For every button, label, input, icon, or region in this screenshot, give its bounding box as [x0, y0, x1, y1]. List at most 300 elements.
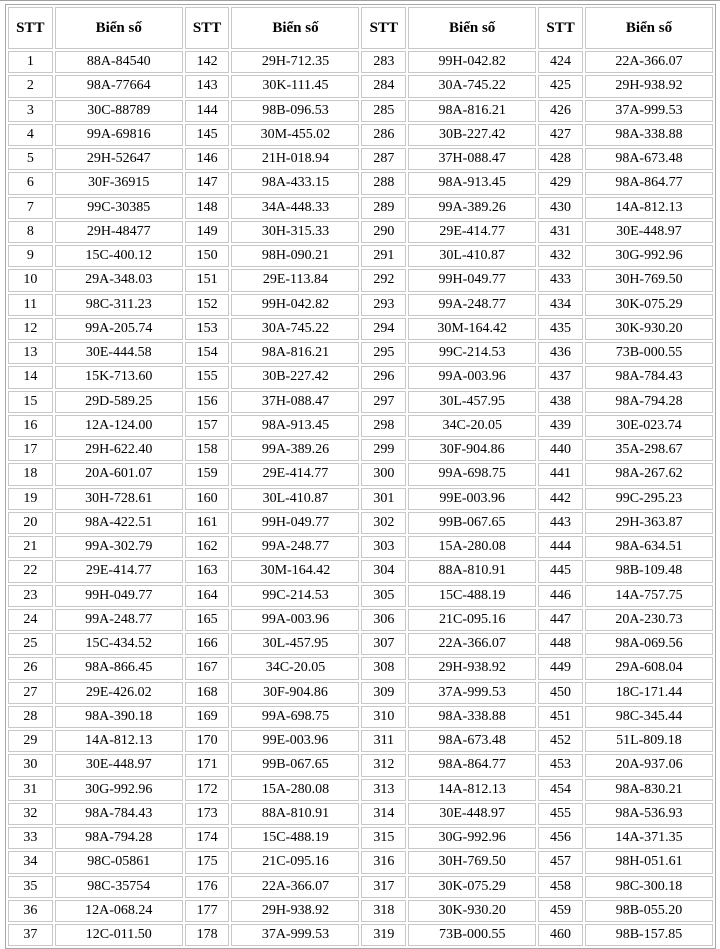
plate-number-cell: 98A-830.21: [585, 779, 713, 801]
plate-number-cell: 35A-298.67: [585, 439, 713, 461]
plate-number-cell: 98H-051.61: [585, 851, 713, 873]
plate-number-cell: 29E-113.84: [231, 269, 359, 291]
plate-number-cell: 21C-095.16: [231, 851, 359, 873]
stt-cell: 298: [361, 415, 406, 437]
stt-cell: 174: [185, 827, 230, 849]
stt-cell: 293: [361, 294, 406, 316]
plate-number-cell: 37H-088.47: [231, 391, 359, 413]
plate-number-cell: 30A-745.22: [231, 318, 359, 340]
stt-cell: 2: [8, 75, 53, 97]
plate-number-cell: 99E-003.96: [231, 730, 359, 752]
plate-number-cell: 29A-348.03: [55, 269, 183, 291]
stt-cell: 24: [8, 609, 53, 631]
plate-number-cell: 98A-816.21: [408, 100, 536, 122]
stt-cell: 175: [185, 851, 230, 873]
stt-cell: 431: [538, 221, 583, 243]
plate-number-cell: 98C-05861: [55, 851, 183, 873]
plate-number-cell: 30H-769.50: [585, 269, 713, 291]
table-row: [8, 803, 713, 825]
stt-cell: 22: [8, 560, 53, 582]
stt-cell: 425: [538, 75, 583, 97]
stt-cell: 18: [8, 463, 53, 485]
table-row: [8, 197, 713, 219]
stt-cell: 32: [8, 803, 53, 825]
plate-number-cell: 99A-248.77: [55, 609, 183, 631]
stt-cell: 445: [538, 560, 583, 582]
plate-number-cell: 98B-157.85: [585, 924, 713, 946]
stt-cell: 432: [538, 245, 583, 267]
plate-number-cell: 30M-164.42: [231, 560, 359, 582]
table-row: [8, 100, 713, 122]
stt-cell: 438: [538, 391, 583, 413]
plate-number-cell: 15K-713.60: [55, 366, 183, 388]
stt-cell: 451: [538, 706, 583, 728]
plate-number-cell: 30A-745.22: [408, 75, 536, 97]
stt-cell: 442: [538, 488, 583, 510]
plate-number-cell: 98A-913.45: [408, 172, 536, 194]
plate-number-cell: 14A-757.75: [585, 585, 713, 607]
plate-number-cell: 30H-769.50: [408, 851, 536, 873]
stt-cell: 16: [8, 415, 53, 437]
stt-cell: 15: [8, 391, 53, 413]
stt-cell: 20: [8, 512, 53, 534]
stt-cell: 142: [185, 51, 230, 73]
table-body: [8, 51, 713, 946]
stt-cell: 292: [361, 269, 406, 291]
stt-cell: 157: [185, 415, 230, 437]
stt-cell: 460: [538, 924, 583, 946]
table-row: [8, 876, 713, 898]
plate-number-cell: 29H-363.87: [585, 512, 713, 534]
table-row: [8, 924, 713, 946]
plate-number-cell: 99H-049.77: [231, 512, 359, 534]
stt-cell: 147: [185, 172, 230, 194]
plate-number-cell: 34C-20.05: [408, 415, 536, 437]
stt-cell: 424: [538, 51, 583, 73]
stt-cell: 304: [361, 560, 406, 582]
plate-number-cell: 30F-904.86: [231, 682, 359, 704]
plate-number-cell: 99A-389.26: [408, 197, 536, 219]
plate-number-cell: 29D-589.25: [55, 391, 183, 413]
stt-cell: 306: [361, 609, 406, 631]
stt-cell: 439: [538, 415, 583, 437]
stt-cell: 287: [361, 148, 406, 170]
stt-cell: 144: [185, 100, 230, 122]
plate-number-cell: 15C-400.12: [55, 245, 183, 267]
plate-number-cell: 14A-812.13: [55, 730, 183, 752]
table-row: [8, 706, 713, 728]
stt-cell: 168: [185, 682, 230, 704]
plate-number-cell: 99A-248.77: [231, 536, 359, 558]
stt-cell: 433: [538, 269, 583, 291]
stt-cell: 159: [185, 463, 230, 485]
plate-number-cell: 98A-673.48: [408, 730, 536, 752]
stt-cell: 428: [538, 148, 583, 170]
plate-number-cell: 98A-816.21: [231, 342, 359, 364]
plate-number-cell: 15C-434.52: [55, 633, 183, 655]
plate-number-cell: 29H-52647: [55, 148, 183, 170]
plate-number-cell: 34C-20.05: [231, 657, 359, 679]
stt-cell: 143: [185, 75, 230, 97]
stt-cell: 426: [538, 100, 583, 122]
table-row: [8, 827, 713, 849]
column-header-plate: Biển số: [55, 7, 183, 49]
plate-number-cell: 30K-930.20: [408, 900, 536, 922]
plate-number-cell: 29E-414.77: [231, 463, 359, 485]
stt-cell: 311: [361, 730, 406, 752]
column-header-plate: Biển số: [408, 7, 536, 49]
stt-cell: 455: [538, 803, 583, 825]
plate-number-cell: 88A-84540: [55, 51, 183, 73]
plate-number-cell: 22A-366.07: [408, 633, 536, 655]
plate-number-cell: 30E-444.58: [55, 342, 183, 364]
stt-cell: 457: [538, 851, 583, 873]
plate-number-cell: 99C-295.23: [585, 488, 713, 510]
stt-cell: 19: [8, 488, 53, 510]
plate-number-cell: 29H-48477: [55, 221, 183, 243]
plate-number-cell: 99C-214.53: [231, 585, 359, 607]
plate-number-cell: 21H-018.94: [231, 148, 359, 170]
table-row: [8, 851, 713, 873]
stt-cell: 169: [185, 706, 230, 728]
table-row: [8, 633, 713, 655]
stt-cell: 453: [538, 754, 583, 776]
plate-number-cell: 22A-366.07: [585, 51, 713, 73]
stt-cell: 165: [185, 609, 230, 631]
stt-cell: 290: [361, 221, 406, 243]
plate-number-cell: 30H-315.33: [231, 221, 359, 243]
stt-cell: 294: [361, 318, 406, 340]
stt-cell: 317: [361, 876, 406, 898]
plate-number-cell: 21C-095.16: [408, 609, 536, 631]
stt-cell: 26: [8, 657, 53, 679]
table-header-row: [8, 7, 713, 49]
plate-number-cell: 98A-634.51: [585, 536, 713, 558]
table-row: [8, 269, 713, 291]
stt-cell: 288: [361, 172, 406, 194]
column-header-plate: Biển số: [231, 7, 359, 49]
plate-number-cell: 30L-457.95: [408, 391, 536, 413]
stt-cell: 4: [8, 124, 53, 146]
plate-number-cell: 98A-784.43: [55, 803, 183, 825]
plate-number-cell: 98C-345.44: [585, 706, 713, 728]
plate-number-cell: 98C-35754: [55, 876, 183, 898]
stt-cell: 443: [538, 512, 583, 534]
plate-number-cell: 99B-067.65: [231, 754, 359, 776]
plate-number-cell: 37H-088.47: [408, 148, 536, 170]
stt-cell: 301: [361, 488, 406, 510]
plate-number-cell: 34A-448.33: [231, 197, 359, 219]
plate-number-cell: 30C-88789: [55, 100, 183, 122]
plate-number-cell: 98A-338.88: [585, 124, 713, 146]
plate-number-cell: 98A-536.93: [585, 803, 713, 825]
license-plate-table: [5, 4, 716, 949]
plate-number-cell: 99C-214.53: [408, 342, 536, 364]
plate-number-cell: 30E-448.97: [585, 221, 713, 243]
stt-cell: 319: [361, 924, 406, 946]
stt-cell: 440: [538, 439, 583, 461]
stt-cell: 454: [538, 779, 583, 801]
table-row: [8, 754, 713, 776]
plate-number-cell: 30K-075.29: [408, 876, 536, 898]
plate-number-cell: 98A-77664: [55, 75, 183, 97]
stt-cell: 155: [185, 366, 230, 388]
plate-number-cell: 99A-389.26: [231, 439, 359, 461]
plate-number-cell: 12C-011.50: [55, 924, 183, 946]
table-row: [8, 366, 713, 388]
stt-cell: 11: [8, 294, 53, 316]
plate-number-cell: 30L-410.87: [408, 245, 536, 267]
stt-cell: 286: [361, 124, 406, 146]
plate-number-cell: 88A-810.91: [408, 560, 536, 582]
plate-number-cell: 30E-448.97: [55, 754, 183, 776]
stt-cell: 173: [185, 803, 230, 825]
stt-cell: 448: [538, 633, 583, 655]
stt-cell: 314: [361, 803, 406, 825]
stt-cell: 313: [361, 779, 406, 801]
plate-number-cell: 30M-164.42: [408, 318, 536, 340]
plate-number-cell: 20A-937.06: [585, 754, 713, 776]
stt-cell: 164: [185, 585, 230, 607]
stt-cell: 305: [361, 585, 406, 607]
plate-number-cell: 99A-698.75: [408, 463, 536, 485]
table-row: [8, 342, 713, 364]
plate-number-cell: 30E-023.74: [585, 415, 713, 437]
plate-number-cell: 29H-938.92: [585, 75, 713, 97]
plate-number-cell: 30K-111.45: [231, 75, 359, 97]
plate-number-cell: 22A-366.07: [231, 876, 359, 898]
plate-number-cell: 15A-280.08: [231, 779, 359, 801]
stt-cell: 459: [538, 900, 583, 922]
table-row: [8, 221, 713, 243]
table-row: [8, 779, 713, 801]
stt-cell: 17: [8, 439, 53, 461]
plate-number-cell: 99H-042.82: [408, 51, 536, 73]
stt-cell: 308: [361, 657, 406, 679]
stt-cell: 36: [8, 900, 53, 922]
plate-number-cell: 51L-809.18: [585, 730, 713, 752]
stt-cell: 452: [538, 730, 583, 752]
stt-cell: 178: [185, 924, 230, 946]
table-row: [8, 657, 713, 679]
stt-cell: 161: [185, 512, 230, 534]
stt-cell: 299: [361, 439, 406, 461]
stt-cell: 302: [361, 512, 406, 534]
stt-cell: 172: [185, 779, 230, 801]
plate-number-cell: 30M-455.02: [231, 124, 359, 146]
stt-cell: 8: [8, 221, 53, 243]
stt-cell: 154: [185, 342, 230, 364]
stt-cell: 30: [8, 754, 53, 776]
plate-number-cell: 30F-904.86: [408, 439, 536, 461]
plate-number-cell: 15A-280.08: [408, 536, 536, 558]
plate-number-cell: 98A-673.48: [585, 148, 713, 170]
plate-number-cell: 30G-992.96: [408, 827, 536, 849]
plate-number-cell: 18C-171.44: [585, 682, 713, 704]
stt-cell: 170: [185, 730, 230, 752]
stt-cell: 458: [538, 876, 583, 898]
plate-number-cell: 37A-999.53: [231, 924, 359, 946]
plate-number-cell: 73B-000.55: [585, 342, 713, 364]
plate-number-cell: 99A-302.79: [55, 536, 183, 558]
plate-number-cell: 98A-913.45: [231, 415, 359, 437]
stt-cell: 145: [185, 124, 230, 146]
stt-cell: 14: [8, 366, 53, 388]
stt-cell: 309: [361, 682, 406, 704]
plate-number-cell: 98B-055.20: [585, 900, 713, 922]
stt-cell: 427: [538, 124, 583, 146]
table-row: [8, 488, 713, 510]
stt-cell: 318: [361, 900, 406, 922]
plate-number-cell: 98A-069.56: [585, 633, 713, 655]
stt-cell: 166: [185, 633, 230, 655]
table-row: [8, 172, 713, 194]
stt-cell: 315: [361, 827, 406, 849]
column-header-stt: STT: [538, 7, 583, 49]
document-page: [5, 4, 716, 949]
stt-cell: 297: [361, 391, 406, 413]
table-row: [8, 124, 713, 146]
plate-number-cell: 99E-003.96: [408, 488, 536, 510]
stt-cell: 171: [185, 754, 230, 776]
stt-cell: 303: [361, 536, 406, 558]
stt-cell: 33: [8, 827, 53, 849]
column-header-stt: STT: [361, 7, 406, 49]
plate-number-cell: 99H-042.82: [231, 294, 359, 316]
stt-cell: 291: [361, 245, 406, 267]
table-row: [8, 318, 713, 340]
table-row: [8, 682, 713, 704]
stt-cell: 430: [538, 197, 583, 219]
plate-number-cell: 30F-36915: [55, 172, 183, 194]
table-row: [8, 900, 713, 922]
stt-cell: 10: [8, 269, 53, 291]
stt-cell: 21: [8, 536, 53, 558]
table-row: [8, 294, 713, 316]
plate-number-cell: 98A-864.77: [585, 172, 713, 194]
stt-cell: 434: [538, 294, 583, 316]
plate-number-cell: 37A-999.53: [408, 682, 536, 704]
plate-number-cell: 98A-794.28: [585, 391, 713, 413]
stt-cell: 284: [361, 75, 406, 97]
stt-cell: 163: [185, 560, 230, 582]
plate-number-cell: 12A-124.00: [55, 415, 183, 437]
plate-number-cell: 30G-992.96: [55, 779, 183, 801]
table-row: [8, 245, 713, 267]
table-row: [8, 512, 713, 534]
plate-number-cell: 99A-003.96: [408, 366, 536, 388]
stt-cell: 429: [538, 172, 583, 194]
plate-number-cell: 29E-414.77: [55, 560, 183, 582]
plate-number-cell: 30K-075.29: [585, 294, 713, 316]
stt-cell: 27: [8, 682, 53, 704]
plate-number-cell: 98A-390.18: [55, 706, 183, 728]
plate-number-cell: 98A-864.77: [408, 754, 536, 776]
plate-number-cell: 30B-227.42: [408, 124, 536, 146]
plate-number-cell: 98A-267.62: [585, 463, 713, 485]
stt-cell: 300: [361, 463, 406, 485]
table-row: [8, 439, 713, 461]
plate-number-cell: 98C-300.18: [585, 876, 713, 898]
plate-number-cell: 99A-698.75: [231, 706, 359, 728]
plate-number-cell: 29A-608.04: [585, 657, 713, 679]
stt-cell: 28: [8, 706, 53, 728]
plate-number-cell: 73B-000.55: [408, 924, 536, 946]
plate-number-cell: 29E-426.02: [55, 682, 183, 704]
stt-cell: 316: [361, 851, 406, 873]
plate-number-cell: 14A-812.13: [585, 197, 713, 219]
plate-number-cell: 15C-488.19: [231, 827, 359, 849]
stt-cell: 435: [538, 318, 583, 340]
table-row: [8, 730, 713, 752]
plate-number-cell: 99A-248.77: [408, 294, 536, 316]
plate-number-cell: 14A-371.35: [585, 827, 713, 849]
plate-number-cell: 98H-090.21: [231, 245, 359, 267]
stt-cell: 160: [185, 488, 230, 510]
plate-number-cell: 20A-230.73: [585, 609, 713, 631]
plate-number-cell: 20A-601.07: [55, 463, 183, 485]
plate-number-cell: 98C-311.23: [55, 294, 183, 316]
stt-cell: 449: [538, 657, 583, 679]
plate-number-cell: 99H-049.77: [55, 585, 183, 607]
stt-cell: 447: [538, 609, 583, 631]
stt-cell: 31: [8, 779, 53, 801]
plate-number-cell: 88A-810.91: [231, 803, 359, 825]
stt-cell: 13: [8, 342, 53, 364]
plate-number-cell: 29H-938.92: [231, 900, 359, 922]
plate-number-cell: 30L-410.87: [231, 488, 359, 510]
plate-number-cell: 99H-049.77: [408, 269, 536, 291]
plate-number-cell: 99C-30385: [55, 197, 183, 219]
table-row: [8, 51, 713, 73]
stt-cell: 296: [361, 366, 406, 388]
table-row: [8, 609, 713, 631]
stt-cell: 162: [185, 536, 230, 558]
plate-number-cell: 29E-414.77: [408, 221, 536, 243]
stt-cell: 153: [185, 318, 230, 340]
plate-number-cell: 30K-930.20: [585, 318, 713, 340]
plate-number-cell: 14A-812.13: [408, 779, 536, 801]
stt-cell: 307: [361, 633, 406, 655]
stt-cell: 441: [538, 463, 583, 485]
plate-number-cell: 98A-433.15: [231, 172, 359, 194]
plate-number-cell: 98B-096.53: [231, 100, 359, 122]
plate-number-cell: 29H-622.40: [55, 439, 183, 461]
table-row: [8, 415, 713, 437]
stt-cell: 450: [538, 682, 583, 704]
stt-cell: 285: [361, 100, 406, 122]
table-row: [8, 585, 713, 607]
plate-number-cell: 37A-999.53: [585, 100, 713, 122]
stt-cell: 23: [8, 585, 53, 607]
stt-cell: 167: [185, 657, 230, 679]
plate-number-cell: 98A-784.43: [585, 366, 713, 388]
column-header-stt: STT: [8, 7, 53, 49]
stt-cell: 146: [185, 148, 230, 170]
stt-cell: 150: [185, 245, 230, 267]
column-header-stt: STT: [185, 7, 230, 49]
plate-number-cell: 98A-338.88: [408, 706, 536, 728]
plate-number-cell: 30G-992.96: [585, 245, 713, 267]
plate-number-cell: 98B-109.48: [585, 560, 713, 582]
stt-cell: 283: [361, 51, 406, 73]
stt-cell: 29: [8, 730, 53, 752]
stt-cell: 1: [8, 51, 53, 73]
stt-cell: 310: [361, 706, 406, 728]
stt-cell: 176: [185, 876, 230, 898]
stt-cell: 456: [538, 827, 583, 849]
plate-number-cell: 98A-794.28: [55, 827, 183, 849]
